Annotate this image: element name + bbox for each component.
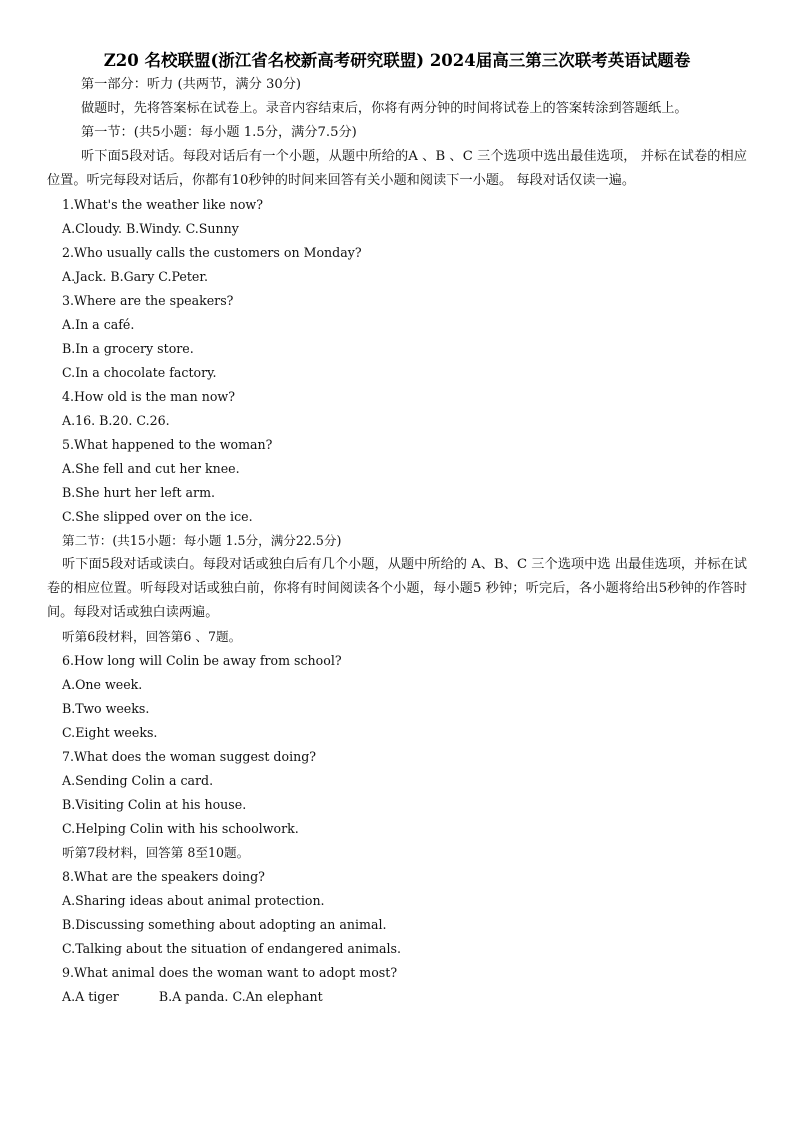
question-line: A.In a café. xyxy=(62,317,135,332)
question-line xyxy=(47,985,747,1009)
section2-questions xyxy=(47,625,747,985)
exam-content xyxy=(47,73,747,1009)
question-line: A.She fell and cut her knee. xyxy=(62,461,240,476)
question-line: C.Talking about the situation of endangered animals. xyxy=(62,941,402,956)
question-line: 6.How long will Colin be away from school? xyxy=(62,653,342,668)
question-line: 1.What's the weather like now? xyxy=(62,197,263,212)
option-a: A.A tiger xyxy=(62,989,119,1004)
section2-instructions: 听下面5段对话或读白。每段对话或独白后有几个小题，从题中所给的 A、B、C 三个选项中选 出最佳选项，并标在试卷的相应位置。听每段对话或独白前，你将有时间阅读各个小题，每小题5 秒钟；听完后，各小题将给出5秒钟的作答时间。每段对话或独白读两遍。 xyxy=(47,557,747,620)
question-line: A.Cloudy. B.Windy. C.Sunny xyxy=(62,221,239,236)
question-line: B.Visiting Colin at his house. xyxy=(62,797,247,812)
option-bc: B.A panda. C.An elephant xyxy=(158,989,323,1004)
question-line: B.Two weeks. xyxy=(62,701,150,716)
section1-instructions: 听下面5段对话。每段对话后有一个小题，从题中所给的A 、B 、C 三个选项中选出最佳选项， 并标在试卷的相应位置。听完每段对话后，你都有10秒钟的时间来回答有关小题和阅读下一小题。 每段对话仅读一遍。 xyxy=(47,149,747,188)
part1-heading: 第一部分：听力 (共两节，满分 30分) xyxy=(81,77,302,92)
page-title: Z20 名校联盟(浙江省名校新高考研究联盟) 2024届高三第三次联考英语试题卷 xyxy=(103,51,691,70)
question-line: 5.What happened to the woman? xyxy=(62,437,273,452)
question-line: A.16. B.20. C.26. xyxy=(62,413,170,428)
question-line: 听第7段材料，回答第 8至10题。 xyxy=(62,845,250,860)
question-line: A.Sharing ideas about animal protection. xyxy=(62,893,325,908)
section1-heading: 第一节：(共5小题：每小题 1.5分，满分7.5分) xyxy=(81,125,357,140)
question-line: 3.Where are the speakers? xyxy=(62,293,234,308)
question-line: A.One week. xyxy=(62,677,143,692)
question-line: A.Sending Colin a card. xyxy=(62,773,214,788)
question-line: B.Discussing something about adopting an animal. xyxy=(62,917,387,932)
question-line: 4.How old is the man now? xyxy=(62,389,235,404)
question-line: C.Eight weeks. xyxy=(62,725,158,740)
question-line: 7.What does the woman suggest doing? xyxy=(62,749,317,764)
question-line: C.Helping Colin with his schoolwork. xyxy=(62,821,299,836)
question-line: A.Jack. B.Gary C.Peter. xyxy=(62,269,209,284)
question-line: B.In a grocery store. xyxy=(62,341,194,356)
question-line: C.In a chocolate factory. xyxy=(62,365,217,380)
part1-instructions: 做题时，先将答案标在试卷上。录音内容结束后，你将有两分钟的时间将试卷上的答案转涂到答题纸上。 xyxy=(81,101,688,116)
section1-questions xyxy=(47,193,747,529)
section2-heading: 第二节：(共15小题：每小题 1.5分，满分22.5分) xyxy=(62,533,342,548)
question-line: B.She hurt her left arm. xyxy=(62,485,216,500)
question-line: 8.What are the speakers doing? xyxy=(62,869,265,884)
question-line: C.She slipped over on the ice. xyxy=(62,509,253,524)
question-line: 2.Who usually calls the customers on Monday? xyxy=(62,245,362,260)
question-line: 听第6段材料，回答第6 、7题。 xyxy=(62,629,242,644)
question-line: 9.What animal does the woman want to adopt most? xyxy=(62,965,398,980)
